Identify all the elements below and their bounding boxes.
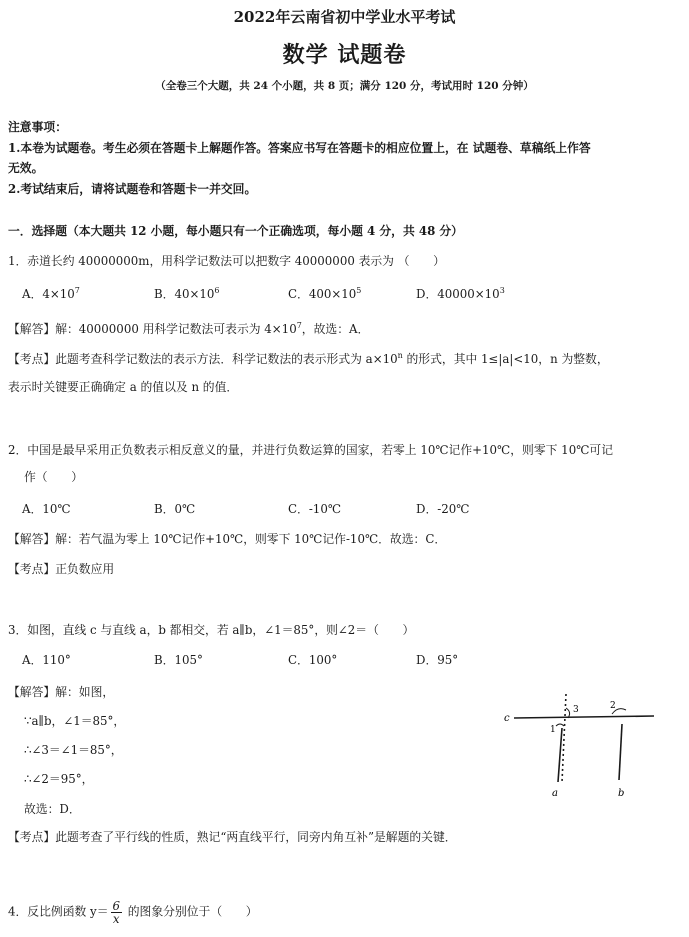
q3-option-a: A．110°	[22, 653, 71, 667]
q3-step4: 故选：D．	[24, 802, 81, 816]
notes-item1-line2: 无效。	[8, 161, 44, 175]
line-b	[619, 724, 622, 780]
q2-option-d: D．-20℃	[416, 502, 470, 516]
q2-point: 【考点】正负数应用	[8, 562, 115, 576]
exam-year-title: 2022年云南省初中学业水平考试	[233, 8, 456, 26]
q3-step3: ∴∠2＝95°，	[24, 772, 94, 786]
q1-option-b: B．$40\times 10^6$	[154, 286, 220, 301]
q2-option-a: A．10℃	[22, 502, 71, 516]
q2-option-c: C．-10℃	[288, 502, 342, 516]
q3-point: 【考点】此题考查了平行线的性质，熟记“两直线平行，同旁内角互补”是解题的关键．	[8, 830, 457, 844]
q3-option-d: D．95°	[416, 653, 459, 667]
q1-stem: 1．赤道长约 40000000m，用科学记数法可以把数字 40000000 表示为 （ ）	[8, 254, 445, 268]
label-angle-2: 2	[610, 701, 616, 711]
q3-answer-head: 【解答】解：如图，	[8, 685, 115, 699]
line-a-top	[562, 694, 566, 782]
notes-item1-line1: 1.本卷为试题卷。考生必须在答题卡上解题作答。答案应书写在答题卡的相应位置上，在 试题卷、草稿纸上作答	[8, 141, 591, 155]
q2-option-b: B．0℃	[154, 502, 196, 516]
q1-option-a: A．$4\times 10^7$	[22, 286, 80, 301]
label-b: b	[618, 788, 625, 799]
label-angle-3: 3	[573, 705, 579, 715]
section1-heading: 一．选择题（本大题共 12 小题，每小题只有一个正确选项，每小题 4 分，共 48 分）	[8, 224, 463, 238]
label-a: a	[552, 788, 558, 799]
q1-point-line1: 【考点】此题考查科学记数法的表示方法．科学记数法的表示形式为 $a\times 10^n$ 的形式，其中 1≤|a|<10，n 为整数，	[8, 351, 609, 366]
angle-1-arc	[556, 724, 564, 726]
line-a	[558, 728, 562, 782]
q2-stem-line2: 作（ ）	[24, 470, 83, 484]
notes-heading: 注意事项：	[8, 120, 67, 134]
q3-step1: ∵a∥b，∠1＝85°，	[24, 714, 126, 728]
q1-answer: 【解答】解：40000000 用科学记数法可表示为 $4\times 10^7$，故选：A．	[8, 321, 370, 336]
label-c: c	[504, 713, 510, 724]
line-c	[514, 716, 654, 718]
q1-option-c: C．$400\times 10^5$	[288, 286, 362, 301]
q3-stem: 3．如图，直线 c 与直线 a，b 都相交，若 a∥b，∠1＝85°，则∠2＝（ ）	[8, 623, 415, 637]
q3-step2: ∴∠3＝∠1＝85°，	[24, 743, 123, 757]
q1-point-line2: 表示时关键要正确确定 a 的值以及 n 的值．	[8, 380, 239, 394]
q1-option-d: D．$40000\times 10^3$	[416, 286, 505, 301]
q3-parallel-lines-figure	[500, 688, 660, 800]
exam-subtitle: （全卷三个大题，共 24 个小题，共 8 页；满分 120 分，考试用时 120 分钟）	[155, 80, 534, 92]
q2-answer: 【解答】解：若气温为零上 10℃记作+10℃，则零下 10℃记作-10℃．故选：C．	[8, 532, 447, 546]
label-angle-1: 1	[550, 725, 556, 735]
q3-option-c: C．100°	[288, 653, 338, 667]
q4-fraction: $\frac{6}{x}$	[112, 899, 121, 926]
q2-stem-line1: 2．中国是最早采用正负数表示相反意义的量，并进行负数运算的国家，若零上 10℃记作+10℃，则零下 10℃可记	[8, 443, 613, 457]
exam-main-title: 数学 试题卷	[282, 42, 407, 68]
notes-item2: 2.考试结束后，请将试题卷和答题卡一并交回。	[8, 182, 257, 196]
q3-option-b: B．105°	[154, 653, 203, 667]
q4-stem: 4．反比例函数 y＝ $\frac{6}{x}$ 的图象分别位于（ ）	[8, 899, 258, 926]
